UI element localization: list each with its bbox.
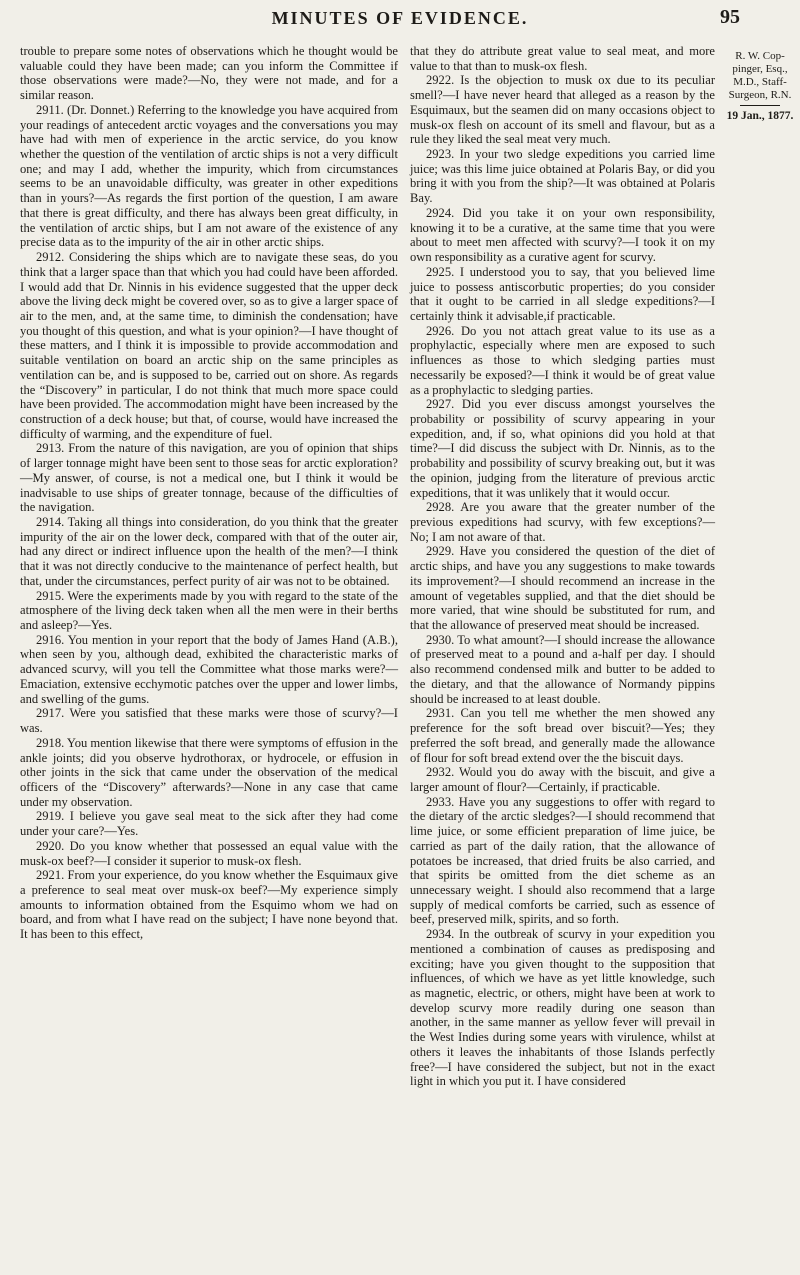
evidence-paragraph: 2923. In your two sledge expeditions you carried lime juice; was this lime juice obtained at Polaris Bay, or did you bring it with you from the ship?—It was obtained at Polaris Bay. [410, 147, 715, 206]
evidence-paragraph: 2925. I understood you to say, that you believed lime juice to possess antiscorbutic properties; do you consider that it ought to be carried in all sledge expeditions?—I certainly think it advisable,if practicable. [410, 264, 715, 323]
witness-name: R. W. Cop- [735, 50, 785, 62]
running-title: MINUTES OF EVIDENCE. [271, 8, 529, 28]
divider [740, 105, 780, 106]
evidence-paragraph: that they do attribute great value to seal meat, and more value to that than to musk-ox flesh. [410, 44, 715, 73]
evidence-paragraph: 2924. Did you take it on your own responsibility, knowing it to be a curative, at the same time that you were about to meet men affected with scurvy?—I took it on my own responsibility as a curative agent for scurvy. [410, 205, 715, 265]
evidence-paragraph: 2918. You mention likewise that there were symptoms of effusion in the ankle joints; did you observe hydrothorax, or hydrocele, or effusion in other joints in the sick that came under the observation of the medical officers of the “Discovery” afterwards?—None in any case that came under my observation. [20, 735, 398, 809]
page-header [0, 0, 800, 40]
evidence-paragraph: 2917. Were you satisfied that these marks were those of scurvy?—I was. [20, 706, 398, 736]
left-column [20, 44, 398, 942]
evidence-paragraph: 2926. Do you not attach great value to its use as a prophylactic, especially where men are exposed to such influences as those to which sledging parties must necessarily be exposed?—I think it would be of great value as a prophylactic to sledging parties. [410, 323, 715, 397]
evidence-paragraph: 2932. Would you do away with the biscuit, and give a larger amount of flour?—Certainly, if practicable. [410, 765, 715, 794]
witness-rank: M.D., Staff- [733, 76, 787, 88]
evidence-date: 19 Jan., 1877. [726, 110, 794, 122]
evidence-paragraph: 2916. You mention in your report that the body of James Hand (A.B.), when seen by you, although dead, exhibited the characteristic marks of advanced scurvy, will you tell the Committee what those marks were?—Emaciation, extensive ecchymotic patches over the upper and lower limbs, and swelling of the gums. [20, 632, 398, 706]
page-number: 95 [720, 6, 740, 28]
evidence-paragraph: 2915. Were the experiments made by you with regard to the state of the atmosphere of the living deck taken when all the men were in their berths and asleep?—Yes. [20, 588, 398, 633]
evidence-paragraph: 2919. I believe you gave seal meat to the sick after they had come under your care?—Yes. [20, 809, 398, 839]
evidence-paragraph: 2920. Do you know whether that possessed an equal value with the musk-ox beef?—I consider it superior to musk-ox flesh. [20, 838, 398, 868]
evidence-paragraph: 2929. Have you considered the question of the diet of arctic ships, and have you any suggestions to make towards its improvement?—I should recommend an increase in the amount of vegetables supplied, and that the diet should be more varied, that wine should be substituted for rum, and that the allowance of preserved meat should be increased. [410, 544, 715, 633]
evidence-paragraph: 2912. Considering the ships which are to navigate these seas, do you think that a larger space than that which you had could have been afforded. I would add that Dr. Ninnis in his evidence suggested that the upper deck above the living deck might be covered over, so as to give a larger space of air to the men, and, at the same time, to diminish the condensation; have you thought of this question, and what is your opinion?—I have thought of these matters, and I think it is impossible to provide accommodation and suitable ventilation on board an arctic ship on the same principles as ventilation can be, and is supposed to be, carried out on shore. As regards the “Discovery” in particular, I do not think that much more space could have been provided. The accommodation might have been increased by the construction of a deck house; but that, of course, would have increased the difficulty of warming, and the expenditure of fuel. [20, 250, 398, 441]
evidence-paragraph: 2931. Can you tell me whether the men showed any preference for the soft bread over biscuit?—Yes; they preferred the soft bread, and generally made the allowance of flour for soft bread extend over the the biscuit days. [410, 706, 715, 765]
right-column [410, 44, 715, 1089]
witness-margin-note [722, 50, 798, 123]
witness-name-cont: pinger, Esq., [732, 63, 788, 75]
evidence-paragraph: trouble to prepare some notes of observations which he thought would be valuable could they have been made; can you inform the Committee if those observations were made?—No, they were not made, and for a similar reason. [20, 44, 398, 103]
evidence-paragraph: 2930. To what amount?—I should increase the allowance of preserved meat to a pound and a-half per day. I should also recommend condensed milk and butter to be added to the dietary, and that the allowance of Normandy pippins should be increased to at least double. [410, 632, 715, 706]
evidence-paragraph: 2914. Taking all things into consideration, do you think that the greater impurity of the air on the lower deck, compared with that of the outer air, had any direct or indirect influence upon the health of the men?—I think that it was not directly conducive to the maintenance of perfect health, but that, under the circumstances, perfect purity of air was not to be obtained. [20, 515, 398, 588]
evidence-paragraph: 2921. From your experience, do you know whether the Esquimaux give a preference to seal meat over musk-ox beef?—My experience simply amounts to information obtained from the Esquimo whom we had on board, and from what I have read on the subject; I have none beyond that. It has been to this effect, [20, 868, 398, 942]
evidence-paragraph: 2922. Is the objection to musk ox due to its peculiar smell?—I have never heard that alleged as a reason by the Esquimaux, but the seamen did on many occasions object to musk-ox flesh on account of its smell and flavour, but as a rule they liked the seal meat very much. [410, 73, 715, 147]
evidence-paragraph: 2911. (Dr. Donnet.) Referring to the knowledge you have acquired from your readings of antecedent arctic voyages and the conversations you may have had with men of experience in the arctic service, do you know whether the question of the ventilation of arctic ships is not a very difficult one; and may I add, whether the impurity, which from circumstances seems to be an unavoidable difficulty, was greater in other expeditions than in yours?—As regards the first portion of the question, I am aware that there is great difficulty, and there has always been great difficulty, in the ventilation of arctic ships, but I am not aware of the existence of any precise data as to the impurity of the air in other arctic ships. [20, 102, 398, 250]
evidence-paragraph: 2913. From the nature of this navigation, are you of opinion that ships of larger tonnage might have been sent to those seas for arctic exploration?—My answer, of course, is not a medical one, but I think it would be inadvisable to use ships of greater tonnage, because of the difficulties of the navigation. [20, 441, 398, 515]
evidence-paragraph: 2934. In the outbreak of scurvy in your expedition you mentioned a combination of causes as predisposing and exciting; have you given thought to the supposition that influences, of which we have as yet little knowledge, such as magnetic, electric, or others, might have been at work to develop scurvy more readily during one season than another, in the same manner as yellow fever will prevail in the West Indies during some years with virulence, whilst at others it leaves the inhabitants of those Islands perfectly free?—I have considered the subject, but not in the exact light in which you put it. I have considered [410, 927, 715, 1089]
evidence-paragraph: 2928. Are you aware that the greater number of the previous expeditions had scurvy, with few exceptions?—No; I am not aware of that. [410, 500, 715, 544]
witness-rank-cont: Surgeon, R.N. [728, 89, 792, 101]
evidence-paragraph: 2927. Did you ever discuss amongst yourselves the probability or possibility of scurvy appearing in your expedition, and, if so, what opinions did you hold at that time?—I did discuss the subject with Dr. Ninnis, as to the probability and possibility of scurvy breaking out, but it was the opinion, judging from the literature of previous arctic expeditions, that it was unlikely that it would occur. [410, 397, 715, 500]
evidence-paragraph: 2933. Have you any suggestions to offer with regard to the dietary of the arctic sledges?—I should recommend that lime juice, or some efficient preparation of lime juice, be carried as part of the daily ration, that the allowance of potatoes be increased, that dried fruits be also carried, and that spirits be omitted from the diet scheme as an unnecessary weight. I should also recommend that a large supply of medical comforts be carried, such as essence of beef, preserved milk, spirits, and so forth. [410, 794, 715, 927]
